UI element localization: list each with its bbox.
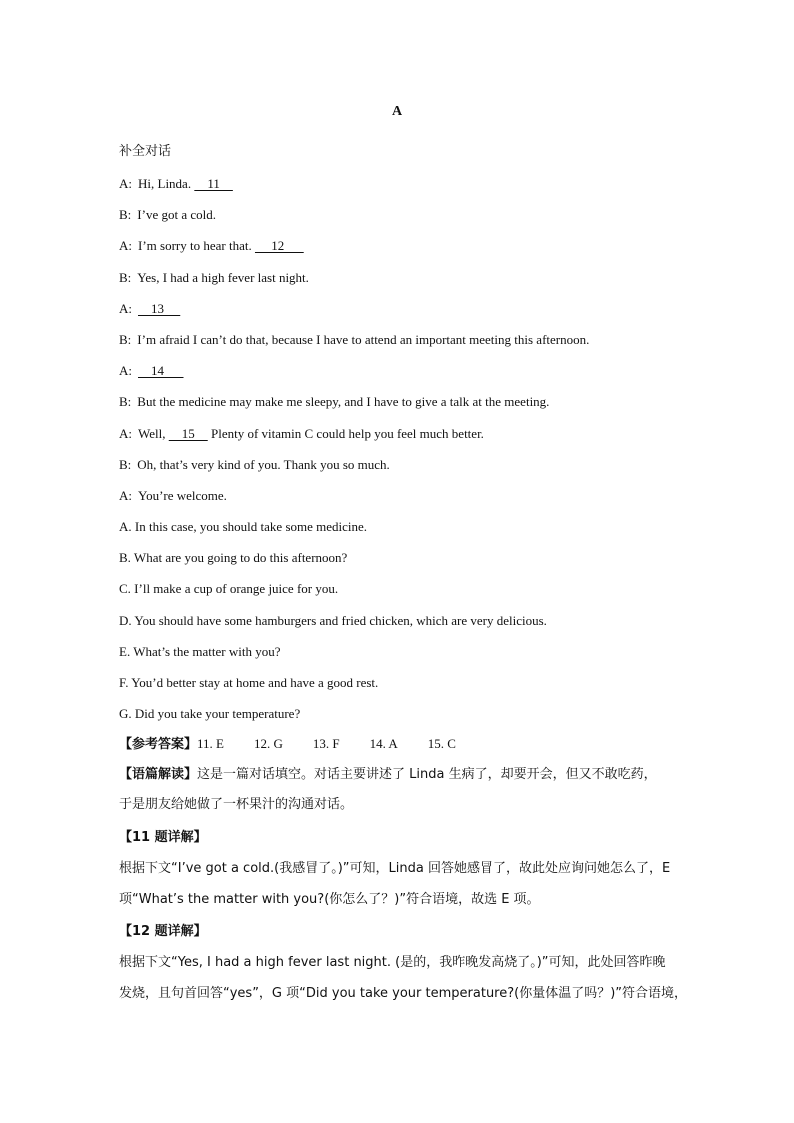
answer-item: 15. C xyxy=(427,736,456,751)
answer-blank[interactable]: 11 xyxy=(194,176,233,191)
option-item: E. What’s the matter with you? xyxy=(119,644,281,659)
reading-label: 【语篇解读】 xyxy=(119,767,198,782)
dialogue-text: Well, xyxy=(138,426,169,441)
dialogue-line xyxy=(119,270,309,286)
speaker-label: A: xyxy=(119,238,132,253)
speaker-label: A: xyxy=(119,176,132,191)
answer-blank[interactable]: 15 xyxy=(168,426,208,441)
answers xyxy=(197,736,486,752)
option-item: F. You’d better stay at home and have a good rest. xyxy=(119,675,379,690)
answer-line xyxy=(119,736,486,753)
dialogue-text: Hi, Linda. xyxy=(138,176,195,191)
instruction: 补全对话 xyxy=(119,144,172,159)
dialogue-text: I’m afraid I can’t do that, because I have to attend an important meeting this afternoon. xyxy=(137,332,590,347)
speaker-label: B: xyxy=(119,457,132,472)
dialogue-line xyxy=(119,363,184,379)
dialogue-text-after: Plenty of vitamin C could help you feel much better. xyxy=(207,426,484,441)
option-item: G. Did you take your temperature? xyxy=(119,706,301,721)
answer-blank[interactable]: 13 xyxy=(138,301,181,316)
dialogue-line xyxy=(119,301,180,317)
q12-label: 【12 题详解】 xyxy=(119,924,207,939)
reading-text-1: 这是一篇对话填空。对话主要讲述了 Linda 生病了，却要开会，但又不敢吃药， xyxy=(197,767,657,782)
option-item: A. In this case, you should take some medicine. xyxy=(119,519,368,534)
speaker-label: A: xyxy=(119,488,132,503)
reading-line-1 xyxy=(119,766,657,783)
option-item: C. I’ll make a cup of orange juice for you. xyxy=(119,581,339,596)
speaker-label: A: xyxy=(119,301,132,316)
speaker-label: B: xyxy=(119,332,132,347)
dialogue-line xyxy=(119,457,390,473)
speaker-label: B: xyxy=(119,394,132,409)
dialogue-line xyxy=(119,176,233,192)
answer-blank[interactable]: 14 xyxy=(138,363,184,378)
speaker-label: A: xyxy=(119,363,132,378)
dialogue-text: Oh, that’s very kind of you. Thank you so much. xyxy=(137,457,390,472)
answer-item: 14. A xyxy=(369,736,398,751)
q11-text-1: 根据下文“I’ve got a cold.(我感冒了。)”可知，Linda 回答她感冒了，故此处应询问她怎么了，E xyxy=(119,861,671,876)
answer-item: 13. F xyxy=(312,736,340,751)
dialogue-text: I’m sorry to hear that. xyxy=(138,238,255,253)
q11-label: 【11 题详解】 xyxy=(119,830,207,845)
option-item: D. You should have some hamburgers and fried chicken, which are very delicious. xyxy=(119,613,547,628)
section-title: A xyxy=(391,104,403,119)
dialogue-text: But the medicine may make me sleepy, and I have to give a talk at the meeting. xyxy=(137,394,550,409)
q12-text-1: 根据下文“Yes, I had a high fever last night. (是的，我昨晚发高烧了。)”可知，此处回答昨晚 xyxy=(119,955,666,970)
dialogue-line xyxy=(119,394,549,410)
dialogue-line xyxy=(119,426,484,442)
q11-text-2: 项“What’s the matter with you?(你怎么了？)”符合语境，故选 E 项。 xyxy=(119,892,540,907)
q12-text-2: 发烧，且句首回答“yes”，G 项“Did you take your temperature?(你量体温了吗？)”符合语境， xyxy=(119,986,688,1001)
option-item: B. What are you going to do this afternoon? xyxy=(119,550,348,565)
speaker-label: B: xyxy=(119,270,132,285)
answer-label: 【参考答案】 xyxy=(119,737,198,752)
dialogue-text: You’re welcome. xyxy=(138,488,227,503)
speaker-label: B: xyxy=(119,207,132,222)
answer-item: 12. G xyxy=(253,736,283,751)
dialogue-line xyxy=(119,332,589,348)
speaker-label: A: xyxy=(119,426,132,441)
dialogue-line xyxy=(119,207,216,223)
answer-item: 11. E xyxy=(197,736,224,751)
dialogue-text: I’ve got a cold. xyxy=(137,207,216,222)
dialogue-line xyxy=(119,238,304,254)
answer-blank[interactable]: 12 xyxy=(254,238,304,253)
dialogue-text: Yes, I had a high fever last night. xyxy=(137,270,309,285)
reading-text-2: 于是朋友给她做了一杯果汁的沟通对话。 xyxy=(119,797,354,812)
dialogue-line xyxy=(119,488,227,504)
